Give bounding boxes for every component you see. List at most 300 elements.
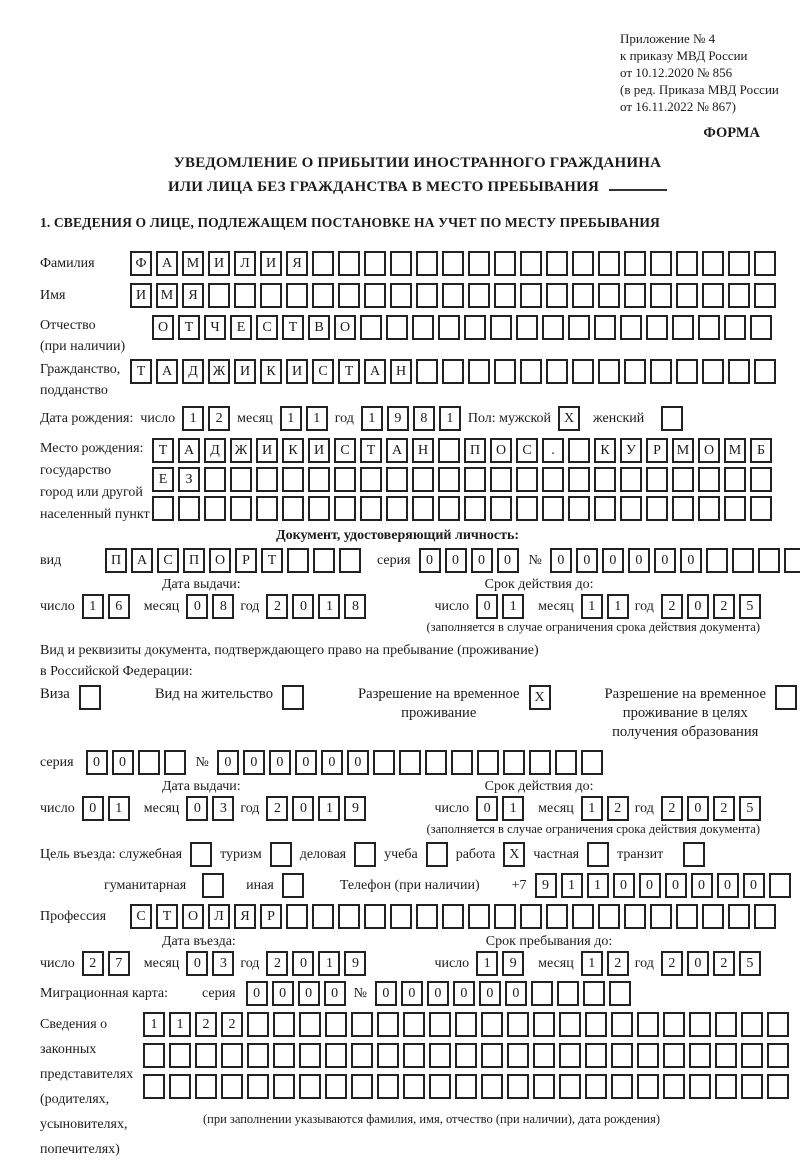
cell[interactable] xyxy=(412,467,434,492)
cell[interactable]: 0 xyxy=(550,548,572,573)
cell[interactable] xyxy=(516,467,538,492)
cell[interactable]: Т xyxy=(282,315,304,340)
cell[interactable]: А xyxy=(156,359,178,384)
cell[interactable]: 2 xyxy=(266,796,288,821)
cell[interactable] xyxy=(403,1074,425,1099)
cell[interactable] xyxy=(169,1074,191,1099)
cell[interactable]: О xyxy=(182,904,204,929)
cell[interactable] xyxy=(178,496,200,521)
residence-valid-year[interactable] xyxy=(661,796,761,821)
cell[interactable]: 6 xyxy=(108,594,130,619)
cell[interactable]: З xyxy=(178,467,200,492)
cell[interactable]: Ф xyxy=(130,251,152,276)
cell[interactable]: 1 xyxy=(280,406,302,431)
cell[interactable]: 0 xyxy=(505,981,527,1006)
cell[interactable] xyxy=(732,548,754,573)
cell[interactable] xyxy=(468,251,490,276)
cell[interactable]: О xyxy=(334,315,356,340)
birth-year-cells[interactable] xyxy=(361,406,461,431)
cell[interactable]: О xyxy=(490,438,512,463)
cell[interactable] xyxy=(724,467,746,492)
cell[interactable] xyxy=(585,1074,607,1099)
cell[interactable]: И xyxy=(234,359,256,384)
cell[interactable]: А xyxy=(156,251,178,276)
cell[interactable]: 1 xyxy=(581,951,603,976)
cell[interactable] xyxy=(494,251,516,276)
cell[interactable]: 1 xyxy=(318,796,340,821)
cell[interactable]: М xyxy=(156,283,178,308)
purpose-work-checkbox[interactable] xyxy=(503,842,525,867)
cell[interactable]: 5 xyxy=(739,594,761,619)
cell[interactable] xyxy=(754,283,776,308)
cell[interactable] xyxy=(256,496,278,521)
cell[interactable] xyxy=(299,1043,321,1068)
cell[interactable] xyxy=(325,1012,347,1037)
cell[interactable]: 0 xyxy=(82,796,104,821)
cell[interactable] xyxy=(646,496,668,521)
residence-issue-day[interactable] xyxy=(82,796,130,821)
cell[interactable]: Р xyxy=(260,904,282,929)
cell[interactable] xyxy=(683,842,705,867)
cell[interactable] xyxy=(769,873,791,898)
cell[interactable] xyxy=(775,685,797,710)
cell[interactable] xyxy=(555,750,577,775)
cell[interactable]: Я xyxy=(182,283,204,308)
cell[interactable] xyxy=(650,251,672,276)
cell[interactable] xyxy=(663,1012,685,1037)
cell[interactable] xyxy=(386,496,408,521)
stay-year[interactable] xyxy=(661,951,761,976)
cell[interactable]: 1 xyxy=(502,594,524,619)
cell[interactable]: 0 xyxy=(272,981,294,1006)
cell[interactable] xyxy=(516,315,538,340)
cell[interactable] xyxy=(702,251,724,276)
cell[interactable] xyxy=(676,283,698,308)
cell[interactable]: 2 xyxy=(266,951,288,976)
cell[interactable]: С xyxy=(130,904,152,929)
cell[interactable] xyxy=(360,496,382,521)
identity-seriya-cells[interactable] xyxy=(419,548,519,573)
migration-number-cells[interactable] xyxy=(375,981,631,1006)
identity-issue-day[interactable] xyxy=(82,594,130,619)
cell[interactable] xyxy=(338,904,360,929)
cell[interactable]: 0 xyxy=(324,981,346,1006)
birthplace-cells-line3[interactable] xyxy=(152,496,772,521)
identity-number-cells[interactable] xyxy=(550,548,800,573)
cell[interactable] xyxy=(282,873,304,898)
cell[interactable] xyxy=(689,1074,711,1099)
cell[interactable] xyxy=(520,251,542,276)
cell[interactable] xyxy=(572,251,594,276)
cell[interactable]: 0 xyxy=(687,796,709,821)
cell[interactable] xyxy=(741,1074,763,1099)
cell[interactable]: Ж xyxy=(230,438,252,463)
cell[interactable] xyxy=(426,842,448,867)
cell[interactable]: В xyxy=(308,315,330,340)
cell[interactable]: 0 xyxy=(576,548,598,573)
cell[interactable] xyxy=(468,904,490,929)
cell[interactable]: 0 xyxy=(295,750,317,775)
cell[interactable] xyxy=(247,1012,269,1037)
residence-permit-checkbox[interactable] xyxy=(282,685,304,710)
cell[interactable] xyxy=(728,283,750,308)
cell[interactable]: 1 xyxy=(108,796,130,821)
cell[interactable] xyxy=(494,283,516,308)
cell[interactable] xyxy=(676,251,698,276)
cell[interactable] xyxy=(542,315,564,340)
cell[interactable]: 0 xyxy=(186,796,208,821)
cell[interactable] xyxy=(672,315,694,340)
cell[interactable] xyxy=(360,315,382,340)
cell[interactable]: Т xyxy=(178,315,200,340)
sex-female-checkbox[interactable] xyxy=(661,406,683,431)
cell[interactable]: 9 xyxy=(387,406,409,431)
cell[interactable] xyxy=(438,315,460,340)
cell[interactable]: Л xyxy=(234,251,256,276)
cell[interactable] xyxy=(533,1043,555,1068)
cell[interactable] xyxy=(490,496,512,521)
cell[interactable]: 2 xyxy=(82,951,104,976)
cell[interactable] xyxy=(351,1012,373,1037)
cell[interactable]: 0 xyxy=(687,594,709,619)
cell[interactable] xyxy=(334,467,356,492)
cell[interactable] xyxy=(650,283,672,308)
cell[interactable] xyxy=(464,315,486,340)
cell[interactable] xyxy=(390,904,412,929)
cell[interactable]: 0 xyxy=(479,981,501,1006)
cell[interactable]: 1 xyxy=(169,1012,191,1037)
representatives-cells-line1[interactable] xyxy=(143,1012,789,1037)
cell[interactable] xyxy=(624,904,646,929)
cell[interactable]: 0 xyxy=(613,873,635,898)
purpose-official-checkbox[interactable] xyxy=(190,842,212,867)
cell[interactable] xyxy=(758,548,780,573)
cell[interactable] xyxy=(425,750,447,775)
cell[interactable]: А xyxy=(386,438,408,463)
cell[interactable] xyxy=(390,251,412,276)
cell[interactable] xyxy=(313,548,335,573)
cell[interactable]: 9 xyxy=(535,873,557,898)
cell[interactable] xyxy=(247,1074,269,1099)
cell[interactable]: 2 xyxy=(713,594,735,619)
cell[interactable] xyxy=(377,1012,399,1037)
cell[interactable]: 1 xyxy=(143,1012,165,1037)
cell[interactable]: С xyxy=(256,315,278,340)
cell[interactable] xyxy=(706,548,728,573)
cell[interactable] xyxy=(286,904,308,929)
cell[interactable] xyxy=(572,904,594,929)
cell[interactable] xyxy=(698,315,720,340)
cell[interactable] xyxy=(542,467,564,492)
cell[interactable]: Е xyxy=(230,315,252,340)
cell[interactable]: П xyxy=(183,548,205,573)
cell[interactable]: 9 xyxy=(344,951,366,976)
cell[interactable] xyxy=(273,1012,295,1037)
cell[interactable]: О xyxy=(698,438,720,463)
profession-cells[interactable] xyxy=(130,904,776,929)
cell[interactable]: 0 xyxy=(453,981,475,1006)
temp-permit-checkbox[interactable] xyxy=(529,685,551,710)
cell[interactable]: Я xyxy=(286,251,308,276)
cell[interactable]: 0 xyxy=(292,796,314,821)
cell[interactable] xyxy=(308,467,330,492)
cell[interactable] xyxy=(429,1043,451,1068)
cell[interactable] xyxy=(412,496,434,521)
cell[interactable]: С xyxy=(516,438,538,463)
cell[interactable] xyxy=(546,904,568,929)
cell[interactable]: А xyxy=(131,548,153,573)
cell[interactable] xyxy=(438,438,460,463)
cell[interactable]: А xyxy=(364,359,386,384)
checkbox-temp-permit[interactable] xyxy=(358,685,550,723)
cell[interactable]: К xyxy=(594,438,616,463)
cell[interactable] xyxy=(377,1074,399,1099)
cell[interactable]: Н xyxy=(412,438,434,463)
cell[interactable]: X xyxy=(558,406,580,431)
cell[interactable] xyxy=(594,496,616,521)
cell[interactable]: С xyxy=(312,359,334,384)
cell[interactable] xyxy=(438,467,460,492)
cell[interactable] xyxy=(143,1074,165,1099)
cell[interactable] xyxy=(624,283,646,308)
cell[interactable]: 1 xyxy=(318,594,340,619)
cell[interactable] xyxy=(490,467,512,492)
cell[interactable] xyxy=(312,251,334,276)
cell[interactable] xyxy=(312,283,334,308)
cell[interactable] xyxy=(676,359,698,384)
cell[interactable] xyxy=(438,496,460,521)
cell[interactable] xyxy=(204,467,226,492)
cell[interactable]: Р xyxy=(235,548,257,573)
cell[interactable] xyxy=(724,496,746,521)
cell[interactable] xyxy=(585,1043,607,1068)
cell[interactable]: Я xyxy=(234,904,256,929)
cell[interactable]: 0 xyxy=(680,548,702,573)
stay-day[interactable] xyxy=(476,951,524,976)
cell[interactable]: 2 xyxy=(661,594,683,619)
visa-checkbox[interactable] xyxy=(79,685,101,710)
cell[interactable]: . xyxy=(542,438,564,463)
cell[interactable] xyxy=(741,1043,763,1068)
cell[interactable] xyxy=(702,904,724,929)
cell[interactable] xyxy=(308,496,330,521)
cell[interactable] xyxy=(494,904,516,929)
residence-issue-year[interactable] xyxy=(266,796,366,821)
cell[interactable] xyxy=(481,1043,503,1068)
cell[interactable] xyxy=(689,1012,711,1037)
cell[interactable] xyxy=(195,1043,217,1068)
cell[interactable]: 0 xyxy=(292,951,314,976)
identity-valid-day[interactable] xyxy=(476,594,524,619)
cell[interactable]: 5 xyxy=(739,796,761,821)
cell[interactable]: М xyxy=(672,438,694,463)
cell[interactable] xyxy=(190,842,212,867)
cell[interactable] xyxy=(572,283,594,308)
cell[interactable] xyxy=(598,359,620,384)
cell[interactable] xyxy=(598,251,620,276)
cell[interactable] xyxy=(702,283,724,308)
cell[interactable]: 0 xyxy=(476,594,498,619)
cell[interactable]: 0 xyxy=(86,750,108,775)
cell[interactable] xyxy=(442,251,464,276)
cell[interactable]: 1 xyxy=(476,951,498,976)
cell[interactable]: Л xyxy=(208,904,230,929)
cell[interactable]: 2 xyxy=(661,951,683,976)
cell[interactable] xyxy=(477,750,499,775)
cell[interactable] xyxy=(195,1074,217,1099)
cell[interactable]: 2 xyxy=(661,796,683,821)
cell[interactable]: К xyxy=(282,438,304,463)
cell[interactable]: 1 xyxy=(587,873,609,898)
cell[interactable] xyxy=(572,359,594,384)
cell[interactable] xyxy=(620,496,642,521)
cell[interactable] xyxy=(568,467,590,492)
residence-issue-month[interactable] xyxy=(186,796,234,821)
cell[interactable] xyxy=(767,1012,789,1037)
edu-permit-checkbox[interactable] xyxy=(775,685,797,710)
cell[interactable] xyxy=(557,981,579,1006)
cell[interactable] xyxy=(533,1074,555,1099)
cell[interactable] xyxy=(464,496,486,521)
cell[interactable] xyxy=(273,1043,295,1068)
cell[interactable] xyxy=(546,359,568,384)
cell[interactable] xyxy=(637,1074,659,1099)
cell[interactable]: 0 xyxy=(691,873,713,898)
cell[interactable]: 0 xyxy=(654,548,676,573)
cell[interactable] xyxy=(507,1043,529,1068)
cell[interactable]: 1 xyxy=(561,873,583,898)
cell[interactable] xyxy=(169,1043,191,1068)
residence-seriya-cells[interactable] xyxy=(86,750,186,775)
cell[interactable] xyxy=(594,467,616,492)
cell[interactable] xyxy=(204,496,226,521)
cell[interactable] xyxy=(594,315,616,340)
cell[interactable] xyxy=(702,359,724,384)
cell[interactable] xyxy=(494,359,516,384)
cell[interactable]: 0 xyxy=(298,981,320,1006)
cell[interactable]: 1 xyxy=(581,594,603,619)
cell[interactable] xyxy=(164,750,186,775)
cell[interactable]: Е xyxy=(152,467,174,492)
phone-cells[interactable] xyxy=(535,873,791,898)
cell[interactable] xyxy=(663,1074,685,1099)
cell[interactable]: Т xyxy=(130,359,152,384)
cell[interactable]: 9 xyxy=(502,951,524,976)
cell[interactable] xyxy=(637,1043,659,1068)
cell[interactable] xyxy=(583,981,605,1006)
cell[interactable] xyxy=(520,904,542,929)
cell[interactable]: Т xyxy=(156,904,178,929)
cell[interactable] xyxy=(646,315,668,340)
cell[interactable] xyxy=(559,1012,581,1037)
cell[interactable] xyxy=(728,251,750,276)
cell[interactable] xyxy=(455,1043,477,1068)
cell[interactable] xyxy=(650,904,672,929)
cell[interactable] xyxy=(273,1074,295,1099)
cell[interactable] xyxy=(650,359,672,384)
cell[interactable] xyxy=(609,981,631,1006)
cell[interactable] xyxy=(784,548,800,573)
cell[interactable] xyxy=(338,251,360,276)
cell[interactable] xyxy=(221,1074,243,1099)
cell[interactable] xyxy=(399,750,421,775)
cell[interactable] xyxy=(351,1043,373,1068)
cell[interactable]: 0 xyxy=(687,951,709,976)
cell[interactable] xyxy=(715,1043,737,1068)
cell[interactable] xyxy=(325,1043,347,1068)
cell[interactable]: И xyxy=(256,438,278,463)
surname-cells[interactable] xyxy=(130,251,776,276)
patronymic-cells[interactable] xyxy=(152,315,772,340)
cell[interactable] xyxy=(390,283,412,308)
cell[interactable]: Т xyxy=(338,359,360,384)
cell[interactable]: 0 xyxy=(497,548,519,573)
cell[interactable] xyxy=(351,1074,373,1099)
cell[interactable] xyxy=(364,283,386,308)
purpose-humanitarian-checkbox[interactable] xyxy=(202,873,224,898)
cell[interactable]: У xyxy=(620,438,642,463)
cell[interactable] xyxy=(247,1043,269,1068)
cell[interactable] xyxy=(455,1074,477,1099)
cell[interactable] xyxy=(282,685,304,710)
cell[interactable] xyxy=(464,467,486,492)
cell[interactable] xyxy=(503,750,525,775)
cell[interactable] xyxy=(386,315,408,340)
cell[interactable] xyxy=(260,283,282,308)
identity-kind-cells[interactable] xyxy=(105,548,361,573)
cell[interactable] xyxy=(767,1074,789,1099)
cell[interactable] xyxy=(386,467,408,492)
cell[interactable] xyxy=(416,359,438,384)
identity-valid-year[interactable] xyxy=(661,594,761,619)
cell[interactable]: 0 xyxy=(445,548,467,573)
identity-issue-month[interactable] xyxy=(186,594,234,619)
cell[interactable] xyxy=(728,904,750,929)
cell[interactable] xyxy=(339,548,361,573)
cell[interactable]: 0 xyxy=(717,873,739,898)
cell[interactable] xyxy=(79,685,101,710)
cell[interactable]: А xyxy=(178,438,200,463)
cell[interactable]: 2 xyxy=(208,406,230,431)
cell[interactable] xyxy=(481,1012,503,1037)
cell[interactable] xyxy=(624,359,646,384)
cell[interactable] xyxy=(568,438,590,463)
cell[interactable]: 8 xyxy=(212,594,234,619)
cell[interactable] xyxy=(138,750,160,775)
cell[interactable] xyxy=(529,750,551,775)
cell[interactable] xyxy=(542,496,564,521)
cell[interactable] xyxy=(663,1043,685,1068)
cell[interactable] xyxy=(520,359,542,384)
cell[interactable]: 0 xyxy=(217,750,239,775)
cell[interactable]: 1 xyxy=(502,796,524,821)
cell[interactable] xyxy=(741,1012,763,1037)
cell[interactable] xyxy=(568,496,590,521)
cell[interactable] xyxy=(750,315,772,340)
cell[interactable] xyxy=(416,251,438,276)
cell[interactable] xyxy=(750,496,772,521)
cell[interactable] xyxy=(516,496,538,521)
entry-year[interactable] xyxy=(266,951,366,976)
cell[interactable] xyxy=(698,467,720,492)
firstname-cells[interactable] xyxy=(130,283,776,308)
cell[interactable] xyxy=(208,283,230,308)
cell[interactable]: Р xyxy=(646,438,668,463)
cell[interactable]: О xyxy=(152,315,174,340)
cell[interactable]: 0 xyxy=(186,951,208,976)
cell[interactable]: И xyxy=(260,251,282,276)
cell[interactable] xyxy=(360,467,382,492)
